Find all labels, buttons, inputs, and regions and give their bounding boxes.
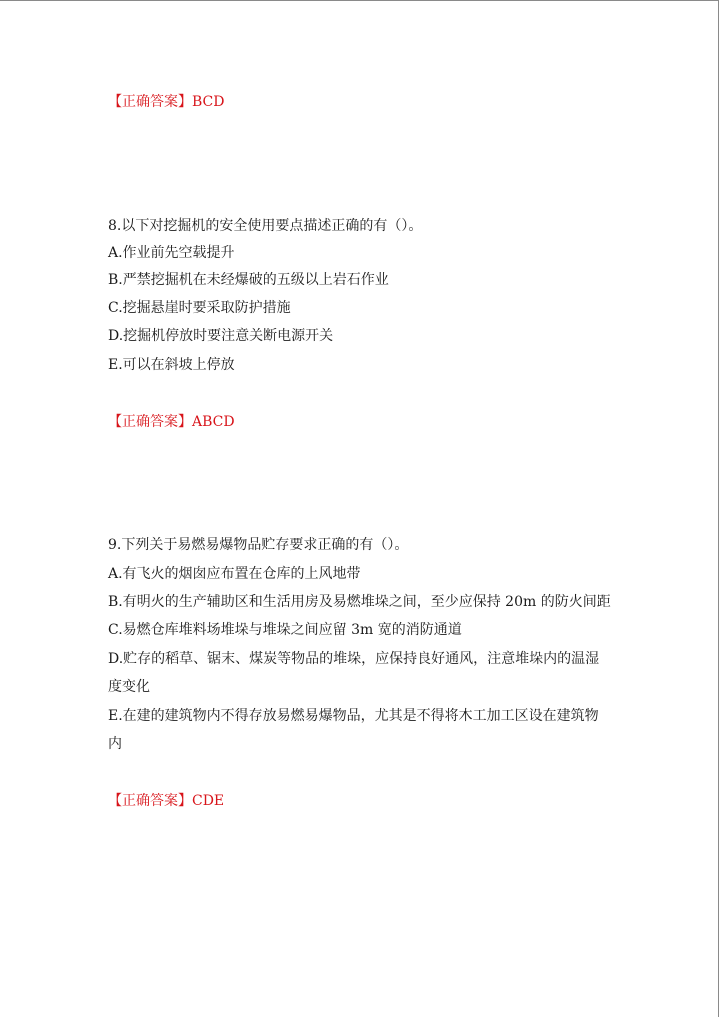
question9-option-e-line2: 内 [108,736,122,752]
question9-stem: 9.下列关于易燃易爆物品贮存要求正确的有（）。 [108,537,409,553]
question9-option-d-line1: D.贮存的稻草、锯末、煤炭等物品的堆垛，应保持良好通风，注意堆垛内的温湿 [108,651,600,667]
question9-option-b: B.有明火的生产辅助区和生活用房及易燃堆垛之间，至少应保持 20m 的防火间距 [108,594,611,610]
answer-q7: 【正确答案】BCD [108,94,225,110]
question8-stem: 8.以下对挖掘机的安全使用要点描述正确的有（）。 [108,218,423,234]
question8-option-b: B.严禁挖掘机在未经爆破的五级以上岩石作业 [108,272,389,288]
answer-q9: 【正确答案】CDE [108,793,225,809]
question8-option-d: D.挖掘机停放时要注意关断电源开关 [108,328,334,344]
question9-option-c: C.易燃仓库堆料场堆垛与堆垛之间应留 3m 宽的消防通道 [108,622,462,638]
answer-q8: 【正确答案】ABCD [108,414,235,430]
question9-option-e-line1: E.在建的建筑物内不得存放易燃易爆物品，尤其是不得将木工加工区设在建筑物 [108,708,599,724]
question9-option-a: A.有飞火的烟囱应布置在仓库的上风地带 [108,566,361,582]
question8-option-c: C.挖掘悬崖时要采取防护措施 [108,300,291,316]
question8-option-a: A.作业前先空载提升 [108,245,235,261]
question8-option-e: E.可以在斜坡上停放 [108,357,235,373]
question9-option-d-line2: 度变化 [108,679,150,695]
